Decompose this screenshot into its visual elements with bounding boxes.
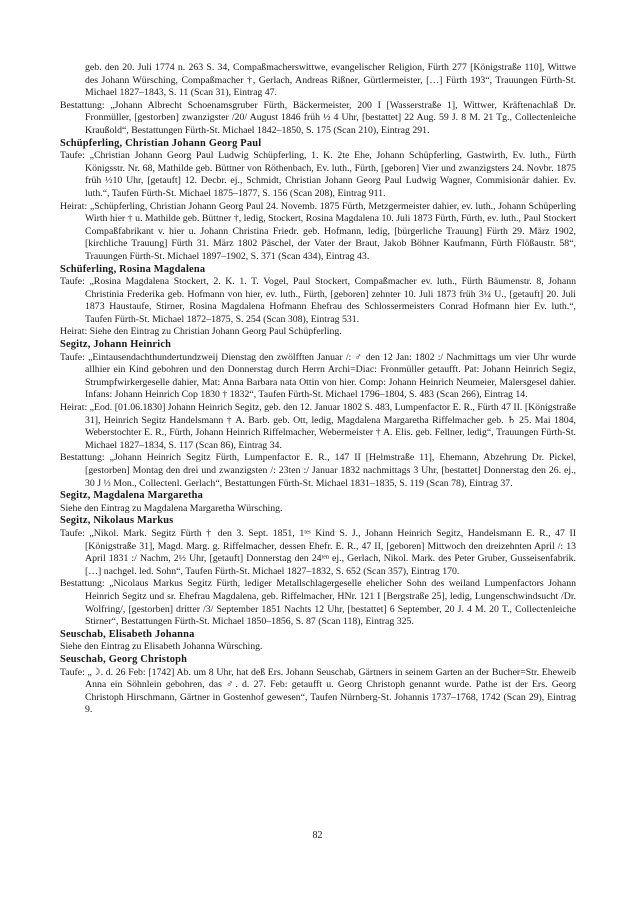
entry-heading: Schüferling, Rosina Magdalena	[60, 263, 206, 275]
entry-seuschab-georg	[60, 654, 576, 717]
entry-schuepferling-christian	[60, 138, 576, 264]
entry-heading: Schüpferling, Christian Johann Georg Paul	[60, 137, 262, 149]
entry-heading: Segitz, Johann Heinrich	[60, 339, 172, 351]
record-paragraph: Taufe: „Nikol. Mark. Segitz Fürth † den 3. Sept. 1851, 1ᵗᵉˢ Kind S. J., Johann Heinrich Segitz, Handelsmann E. R., 47 II [Königstraße 31], Magd. Marg. g. Riffelmacher, dessen Ehefr. E. R., 47 II, [geboren] Mittwoch den dreizehnten April /: 13 April 1831 :/ Nachm, 2½ Uhr, [getauft] Donnerstag den 24ᵗᵉⁿ ej., Gerlach, Nikol. Mark. des Peter Gruber, Gusseisenfabrik. […] nachgel. led. Sohn“, Taufen Fürth-St. Michael 1827–1832, S. 652 (Scan 357), Eintrag 170.	[60, 527, 576, 577]
record-paragraph: Heirat: „Eod. [01.06.1830] Johann Heinrich Segitz, geb. den 12. Januar 1802 S. 483, Lumpenfactor E. R., Fürth 47 II. [Königstraße 31], Heinrich Segitz Handelsmann † A. Barb. geb. Ott, ledig, Magdalena Margaretha Riffelmacher geb. ♄ 25. Mai 1804, Weberstochter E. R., Fürth, Johann Heinrich Riffelmacher, Webermeister † A. Elis. geb. Fellner, ledig“, Trauungen Fürth-St. Michael 1827–1834, S. 117 (Scan 86), Eintrag 34.	[60, 402, 576, 451]
entry-segitz-nikolaus	[60, 515, 576, 628]
cross-reference: Siehe den Eintrag zu Elisabeth Johanna Würsching.	[60, 641, 263, 653]
entry-heading: Segitz, Magdalena Margaretha	[60, 490, 204, 502]
record-paragraph: geb. den 20. Juli 1774 n. 263 S. 34, Compaßmacherswittwe, evangelischer Religion, Fürth 277 [Königstraße 110], Wittwe des Johann Würsching, Compaßmacher †, Gerlach, Andreas Rißner, Gürtlermeister, […] Fürth 193“, Trauungen Fürth-St. Michael 1827–1843, S. 11 (Scan 31), Eintrag 47.	[85, 62, 576, 99]
entry-segitz-johann-heinrich	[60, 339, 576, 490]
entry-continuation	[60, 62, 576, 138]
record-paragraph: Heirat: „Schüpferling, Christian Johann Georg Paul 24. Novemb. 1875 Fürth, Metzgermeister dahier, ev. luth., Johann Schüperling Wirth hier † u. Mathilde geb. Büttner †, ledig, Stockert, Rosina Magdalena 10. Juli 1873 Fürth, Fürth, ev. luth., Paul Stockert Compaßfabrikant v. hier u. Johann Christina Friedr. geb. Hofmann, ledig, [bürgerliche Trauung] Fürth 29. März 1902, [kirchliche Trauung] Fürth 31. März 1802 Päschel, der Vater der Braut, Jakob Böhner Kaufmann, Fürth Flößaustr. 58“, Trauungen Fürth-St. Michael 1897–1902, S. 371 (Scan 434), Eintrag 43.	[60, 200, 576, 262]
record-paragraph: Taufe: „☽. d. 26 Feb: [1742] Ab. um 8 Uhr, hat deß Ers. Johann Seuschab, Gärtners in seinem Garten an der Bucher=Str. Eheweib Anna ein Söhnlein gebohren, das ♂. d. 27. Feb: getaufft u. Georg Christoph genannt wurde. Pathe ist der Ers. Georg Christoph Hirschmann, Gärtner in Gostenhof gewesen“, Taufen Nürnberg-St. Johannis 1737–1768, 1742 (Scan 29), Eintrag 9.	[60, 666, 576, 716]
record-paragraph: Taufe: „Rosina Magdalena Stockert, 2. K. 1. T. Vogel, Paul Stockert, Compaßmacher ev. luth., Fürth Bäumenstr. 8, Johann Christinia Frederika geb. Hofmann von hier, ev. luth., Fürth, [geboren] zehnter 10. Juli 1873 früh 3¼ U., [getauft] 20. Juli 1873 Haustaufe, Stirner, Rosina Magdalena Hofmann Ehefrau des Schlossermeisters Conrad Hofmann hier Ev. luth.“, Taufen Fürth-St. Michael 1872–1875, S. 254 (Scan 308), Eintrag 531.	[60, 276, 576, 325]
record-paragraph: Taufe: „Eintausendachthundertundzweij Dienstag den zwölfften Januar /: ♂ den 12 Jan: 1802 :/ Nachmittags um vier Uhr wurde allhier ein Kind gebohren und den Donnerstag durch Herrn Archi=Diac: Fronmüller getaufft. Pat: Johann Heinrich Segiz, Strumpfwirkergeselle dahier, Mat: Anna Barbara nata Ottin von hier. Comp: Johann Heinrich Neumeier, Malersgesel dahier. Infans: Johann Heinrich Cop 1830 † 1832“, Taufen Fürth-St. Michael 1796–1804, S. 483 (Scan 266), Eintrag 14.	[60, 351, 576, 401]
text-block	[60, 62, 576, 717]
page-number: 82	[312, 830, 323, 841]
entry-heading: Seuschab, Georg Christoph	[60, 653, 188, 665]
record-paragraph: Taufe: „Christian Johann Georg Paul Ludwig Schüpferling, 1. K. 2te Ehe, Johann Schüpferling, Gastwirth, Ev. luth., Fürth Königsstr. Nr. 68, Mathilde geb. Büttner von Röthenbach, Ev. luth., Fürth, [geboren] Vier und zwanzigsters 24. Novbr. 1875 früh ½10 Uhr, [getauft] 12. Decbr. ej., Schmidt, Christian Johann Georg Paul Ludwig Wagner, Commisionär dahier. Ev. luth.“, Taufen Fürth-St. Michael 1875–1877, S. 156 (Scan 208), Eintrag 911.	[60, 150, 576, 199]
cross-reference: Siehe den Eintrag zu Magdalena Margaretha Würsching.	[60, 502, 283, 514]
entry-schueferling-rosina	[60, 264, 576, 340]
entry-seuschab-elisabeth	[60, 629, 576, 654]
entry-heading: Segitz, Nikolaus Markus	[60, 515, 174, 527]
entry-heading: Seuschab, Elisabeth Johanna	[60, 628, 195, 640]
entry-segitz-magdalena	[60, 490, 576, 515]
cross-reference: Heirat: Siehe den Eintrag zu Christian Johann Georg Paul Schüpferling.	[60, 326, 342, 338]
record-paragraph: Bestattung: „Nicolaus Markus Segitz Fürth, lediger Metallschlagergeselle ehelicher Sohn des weiland Lumpenfactors Johann Heinrich Segitz und sr. Ehefrau Magdalena, geb. Riffelmacher, HNr. 121 I [Bergstraße 25], ledig, Lungenschwindsucht /Dr. Wolfring/, [gestorben] dritter /3/ September 1851 Nachts 12 Uhr, [bestattet] 6 September, 20 J. 4 M. 20 T., Collectenleiche Stirner“, Bestattungen Fürth-St. Michael 1850–1856, S. 87 (Scan 118), Eintrag 325.	[60, 578, 576, 628]
record-paragraph: Bestattung: „Johann Albrecht Schoenamsgruber Fürth, Bäckermeister, 200 I [Wasserstraße 1], Wittwer, Kräftenachlaß Dr. Fronmüller, [gestorben] zwanzigster /20/ August 1846 früh ½ 4 Uhr, [bestattet] 22 Aug. 59 J. 8 M. 21 Tg., Collectenleiche Kraußold“, Bestattungen Fürth-St. Michael 1842–1850, S. 175 (Scan 210), Eintrag 291.	[60, 99, 576, 136]
record-paragraph: Bestattung: „Johann Heinrich Segitz Fürth, Lumpenfactor E. R., 147 II [Helmstraße 11], Ehemann, Abzehrung Dr. Pickel, [gestorben] Montag den drei und zwanzigsten /: 23ten :/ Januar 1832 nachmittags 3 Uhr, [bestattet] Donnerstag den 26. ej., 30 J ⅓ Mon., Collectenl. Gerlach“, Bestattungen Fürth-St. Michael 1831–1835, S. 119 (Scan 78), Eintrag 37.	[60, 452, 576, 489]
